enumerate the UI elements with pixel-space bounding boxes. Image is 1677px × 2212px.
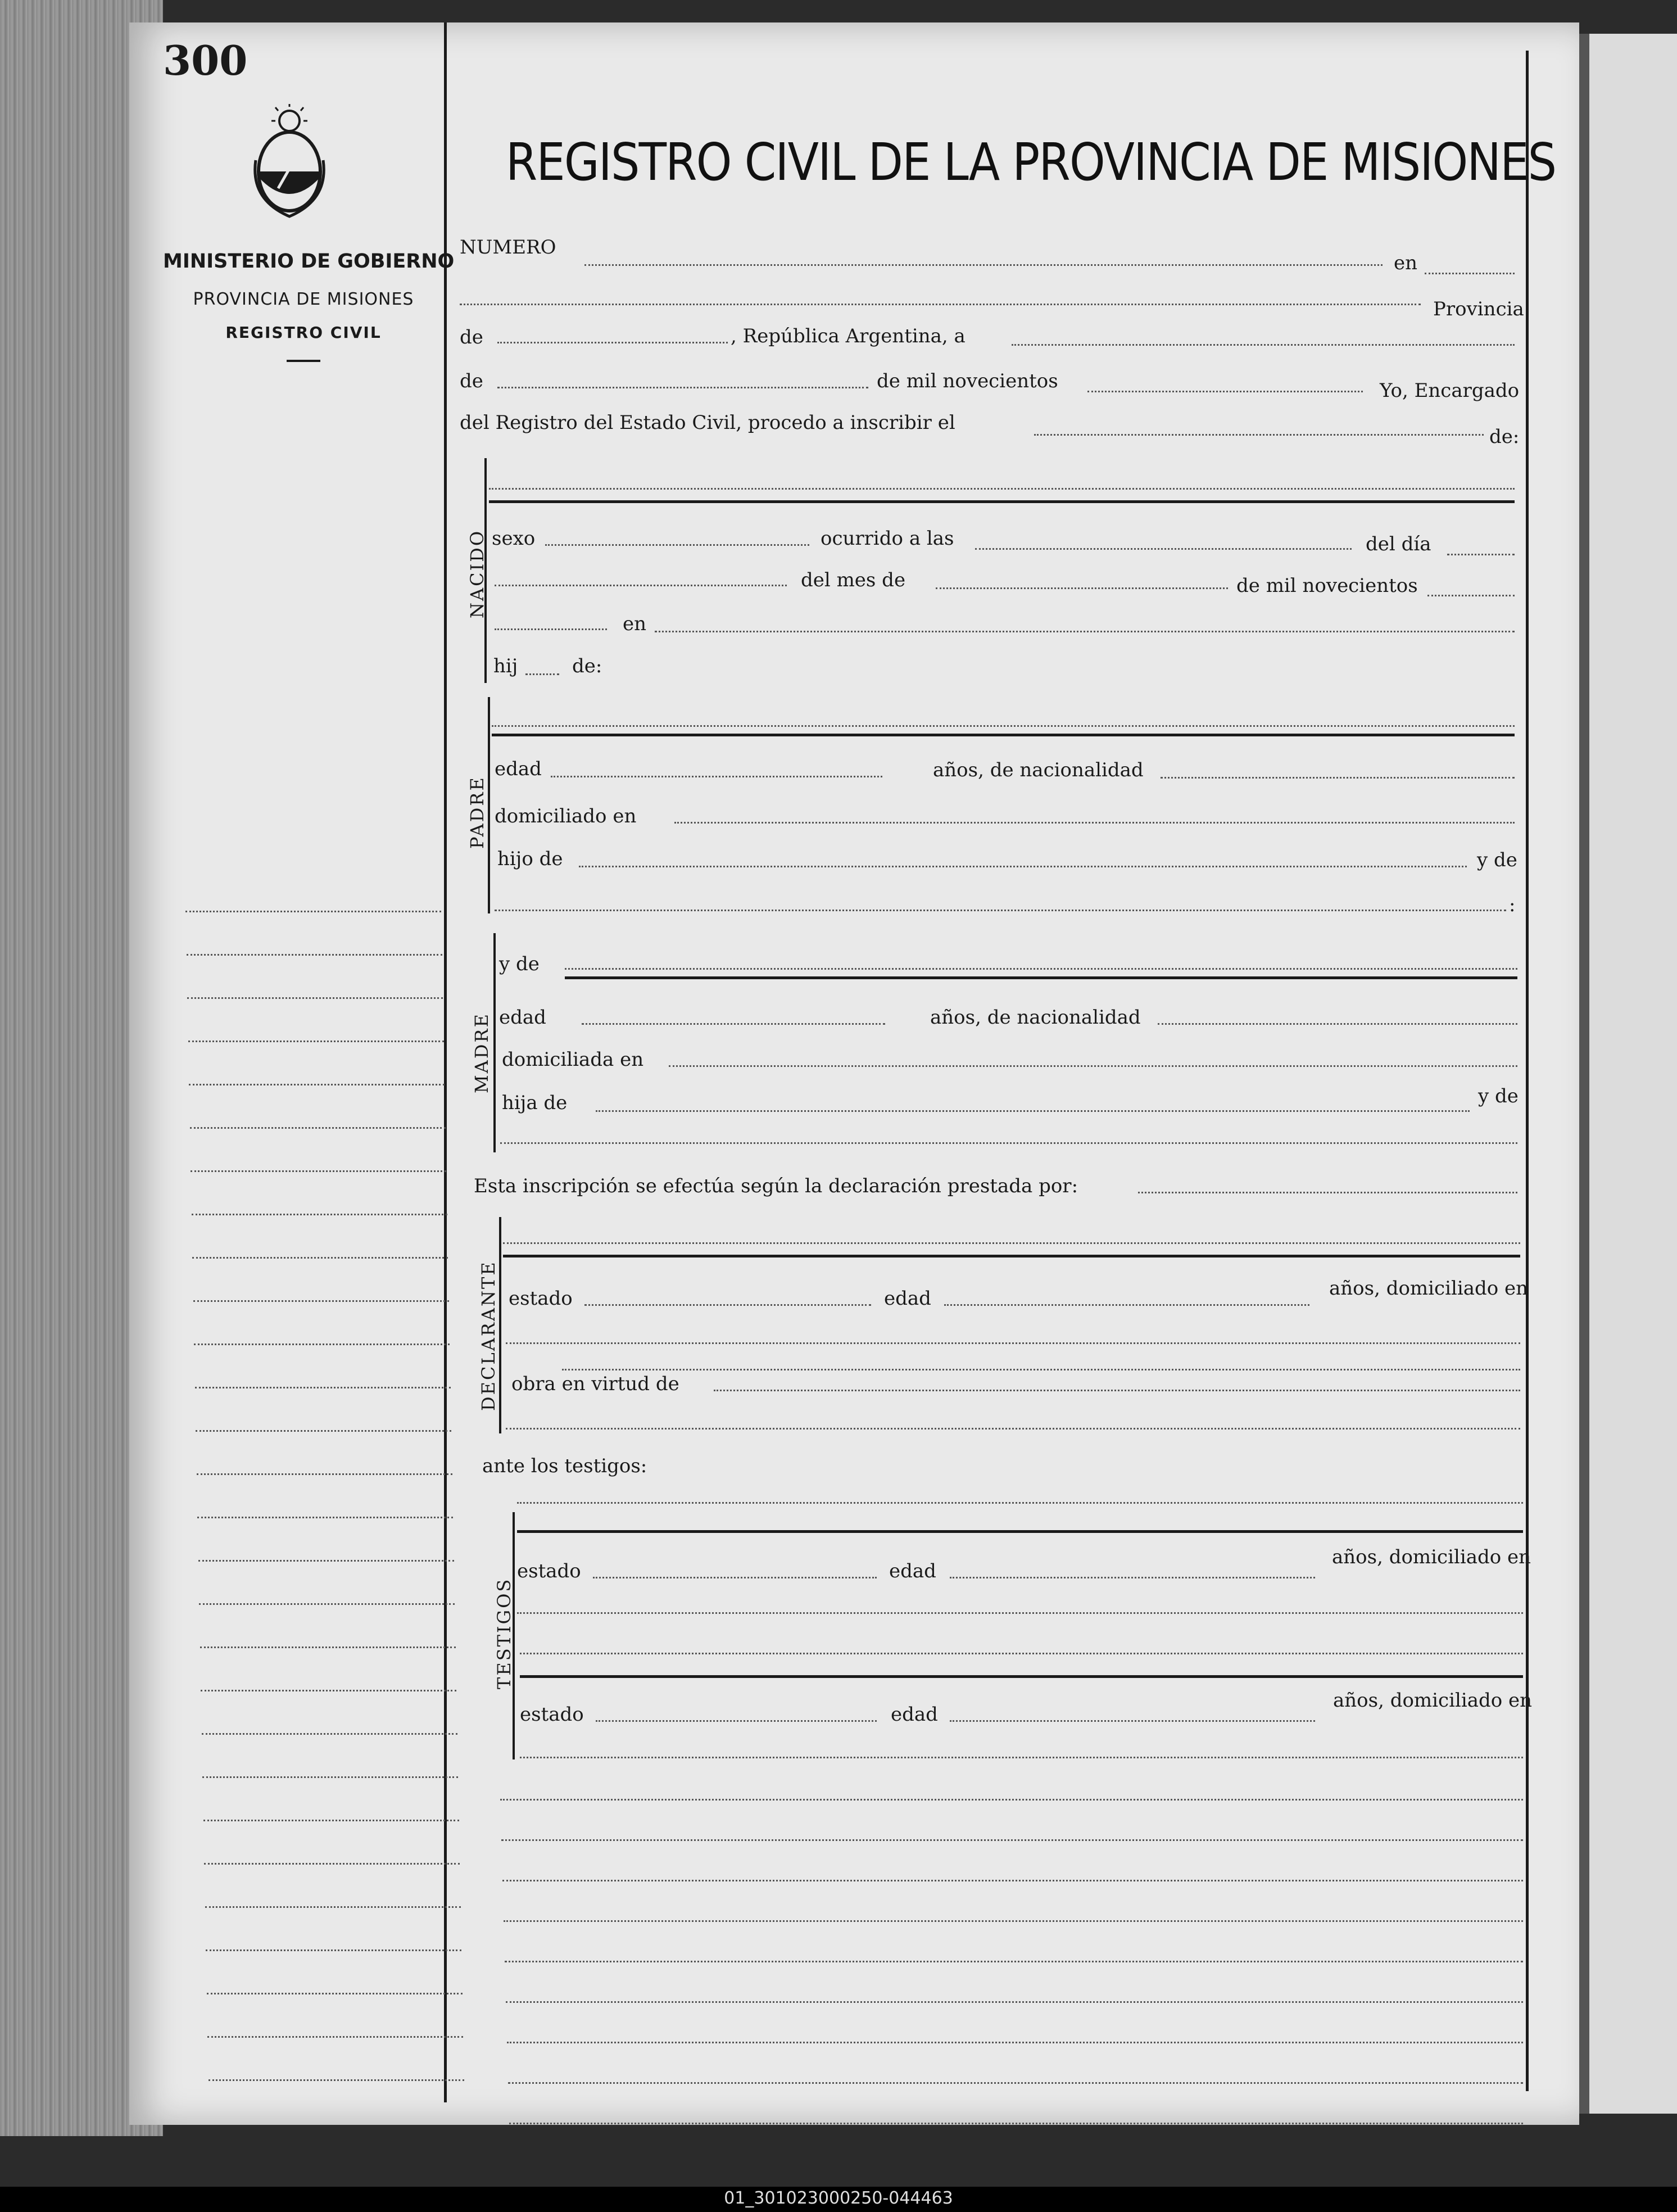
padre-hijo-de-label: hijo de [497,848,563,870]
form-title: REGISTRO CIVIL DE LA PROVINCIA DE MISIONES [506,132,1556,192]
madre-padre-field[interactable] [596,1110,1470,1112]
padre-domicilio-field[interactable] [674,822,1515,824]
margin-line [199,1603,455,1605]
margin-line [188,1041,444,1042]
madre-domicilio-field[interactable] [669,1065,1517,1067]
margin-line [197,1517,453,1518]
en-field[interactable] [1425,273,1515,274]
ante-label: ante los testigos: [482,1455,647,1477]
anio-nacimiento-field[interactable] [1427,595,1515,596]
blank-line [501,1839,1523,1841]
padre-colon: : [1509,894,1516,916]
testigo2-estado-label: estado [520,1703,584,1726]
margin-line [209,2079,464,2081]
declarante-nombre-field[interactable] [1138,1192,1517,1193]
testigo1-estado-label: estado [517,1560,581,1582]
ministry-name: MINISTERIO DE GOBIERNO [163,250,455,273]
ocurrido-label: ocurrido a las [821,527,954,550]
testigo2-anos-label: años, domiciliado en [1333,1689,1533,1712]
margin-line [189,1084,445,1085]
obra-field[interactable] [714,1390,1520,1391]
padre-bracket [488,697,490,913]
testigo2-domicilio-field[interactable] [520,1757,1523,1758]
declarante-bracket [499,1217,501,1433]
en-label: en [1394,252,1418,274]
obra2-field[interactable] [506,1428,1520,1430]
testigo1-domicilio-field[interactable] [517,1612,1523,1614]
madre-nacionalidad-field[interactable] [1158,1023,1517,1025]
madre-edad-label: edad [499,1006,546,1029]
anio-field[interactable] [1087,391,1363,392]
margin-line [197,1473,452,1475]
testigo2-rule [520,1675,1523,1678]
margin-line [193,1300,449,1302]
madre-label: MADRE [471,1012,492,1093]
margin-line [192,1257,448,1259]
margin-line [201,1690,456,1691]
blank-line [508,2082,1523,2084]
margin-line [194,1344,450,1345]
padre-edad-label: edad [495,758,542,780]
sexo-field[interactable] [545,544,809,546]
del-mes-label: del mes de [801,569,906,591]
margin-line [198,1560,454,1562]
nacido-nombre-field[interactable] [489,488,1515,490]
declarante-edad-field[interactable] [944,1304,1309,1306]
blank-line [502,1880,1523,1881]
nacido-label: NACIDO [466,529,488,618]
provincia-field[interactable] [497,342,728,343]
numero-field[interactable] [584,264,1383,266]
dia-field[interactable] [1447,554,1515,555]
madre-domiciliada-label: domiciliada en [502,1048,644,1071]
declarante-label: DECLARANTE [478,1260,499,1411]
declarante-domicilio-field[interactable] [506,1342,1520,1344]
margin-line [196,1430,451,1432]
de-colon-label: de: [1489,426,1520,448]
madre-anos-label: años, de nacionalidad [930,1006,1141,1029]
padre-label: PADRE [466,776,488,849]
sexo-label: sexo [492,527,536,550]
padre-padre-field[interactable] [579,866,1467,867]
testigo2-edad-field[interactable] [950,1720,1315,1722]
testigo1-edad-field[interactable] [950,1577,1315,1578]
del-dia-label: del día [1366,533,1431,555]
padre-madre-field[interactable] [495,910,1506,911]
declarante-estado-field[interactable] [584,1304,871,1306]
obra-label: obra en virtud de [511,1373,679,1395]
padre-rule [492,734,1515,736]
margin-line [206,1949,461,1951]
blank-line [509,2123,1523,2124]
hora-field[interactable] [975,548,1352,550]
declarante-nombre2-field[interactable] [503,1242,1520,1244]
page-number: 300 [163,37,248,84]
blank-line [500,1799,1523,1801]
testigo2-edad-label: edad [891,1703,938,1726]
declarante-edad-label: edad [884,1287,931,1310]
dia-letras-field[interactable] [495,585,787,586]
hij-de-label: de: [572,655,602,677]
blank-line [505,1961,1523,1962]
margin-line [207,1993,463,1994]
hij-suffix-field[interactable] [525,673,559,675]
margin-line [202,1776,458,1778]
madre-nombre-field[interactable] [565,968,1517,970]
province-name: PROVINCIA DE MISIONES [193,289,414,309]
margin-rule [444,22,447,2102]
lugar-nacimiento-field[interactable] [655,631,1515,632]
margin-line [190,1127,446,1129]
margin-line [200,1646,456,1648]
coat-of-arms-icon [244,104,334,228]
margin-line [187,954,442,956]
margin-line [192,1214,447,1215]
margin-line [191,1170,446,1172]
madre-edad-field[interactable] [582,1023,885,1025]
provincia-label: Provincia [1433,298,1524,320]
blank-line [506,2001,1523,2003]
acta-field[interactable] [1034,434,1484,436]
margin-line [202,1733,457,1735]
margin-line [195,1387,451,1388]
declarante-estado-label: estado [509,1287,573,1310]
numero-label: NUMERO [460,236,556,259]
madre-madre-field[interactable] [500,1142,1517,1144]
margin-line [203,1820,459,1821]
declarante-domicilio2-field[interactable] [562,1369,1520,1370]
margin-line [205,1906,461,1908]
de-mil-nac-label: de mil novecientos [1236,575,1418,597]
margin-line [185,911,441,912]
padre-nacionalidad-field[interactable] [1161,777,1515,779]
blank-line [507,2042,1523,2043]
testigo1-estado-field[interactable] [593,1577,877,1578]
testigos-label: TESTIGOS [493,1577,515,1689]
declarante-anos-label: años, domiciliado en [1329,1277,1529,1300]
declarante-rule [503,1255,1520,1257]
lugar-field[interactable] [460,304,1421,305]
del-registro-label: del Registro del Estado Civil, procedo a inscribir el [460,411,955,434]
nacido-rule [489,500,1515,503]
right-rule [1526,51,1529,2091]
padre-y-de-label: y de [1477,849,1517,871]
testigo2-nombre-field[interactable] [520,1653,1523,1654]
padre-nombre-field[interactable] [492,725,1515,727]
de-mil-label: de mil novecientos [877,370,1058,392]
header-divider [287,360,320,362]
testigo1-rule [517,1530,1523,1533]
registry-name: REGISTRO CIVIL [225,323,382,342]
margin-line [204,1863,460,1865]
madre-y-de2-label: y de [1478,1085,1519,1107]
madre-bracket [493,933,496,1152]
testigo2-estado-field[interactable] [596,1720,877,1722]
facing-page [1579,34,1677,2114]
republica-label: , República Argentina, a [731,325,966,347]
madre-rule [565,976,1517,979]
yo-label: Yo, Encargado [1380,379,1520,402]
blank-line [504,1920,1523,1922]
margin-line [187,997,443,999]
fecha-field[interactable] [1012,344,1515,346]
declaration-label: Esta inscripción se efectúa según la declaración prestada por: [474,1175,1078,1197]
testigo1-anos-label: años, domiciliado en [1332,1546,1531,1568]
mes-field[interactable] [497,387,868,388]
hora-letras-field[interactable] [495,628,607,630]
de2-label: de [460,370,483,392]
madre-y-de-label: y de [499,953,540,975]
en-nac-label: en [623,613,647,635]
padre-domiciliado-label: domiciliado en [495,805,637,827]
padre-edad-field[interactable] [551,776,882,777]
footer-id: 01_301023000250-044463 [724,2188,953,2208]
hij-label: hij [493,655,518,677]
testigo1-nombre-field[interactable] [517,1502,1523,1504]
mes-nacimiento-field[interactable] [936,587,1228,589]
padre-anos-label: años, de nacionalidad [933,759,1144,781]
margin-line [207,2036,463,2038]
de-label: de [460,326,483,349]
testigo1-edad-label: edad [889,1560,936,1582]
madre-hija-de-label: hija de [502,1092,568,1114]
